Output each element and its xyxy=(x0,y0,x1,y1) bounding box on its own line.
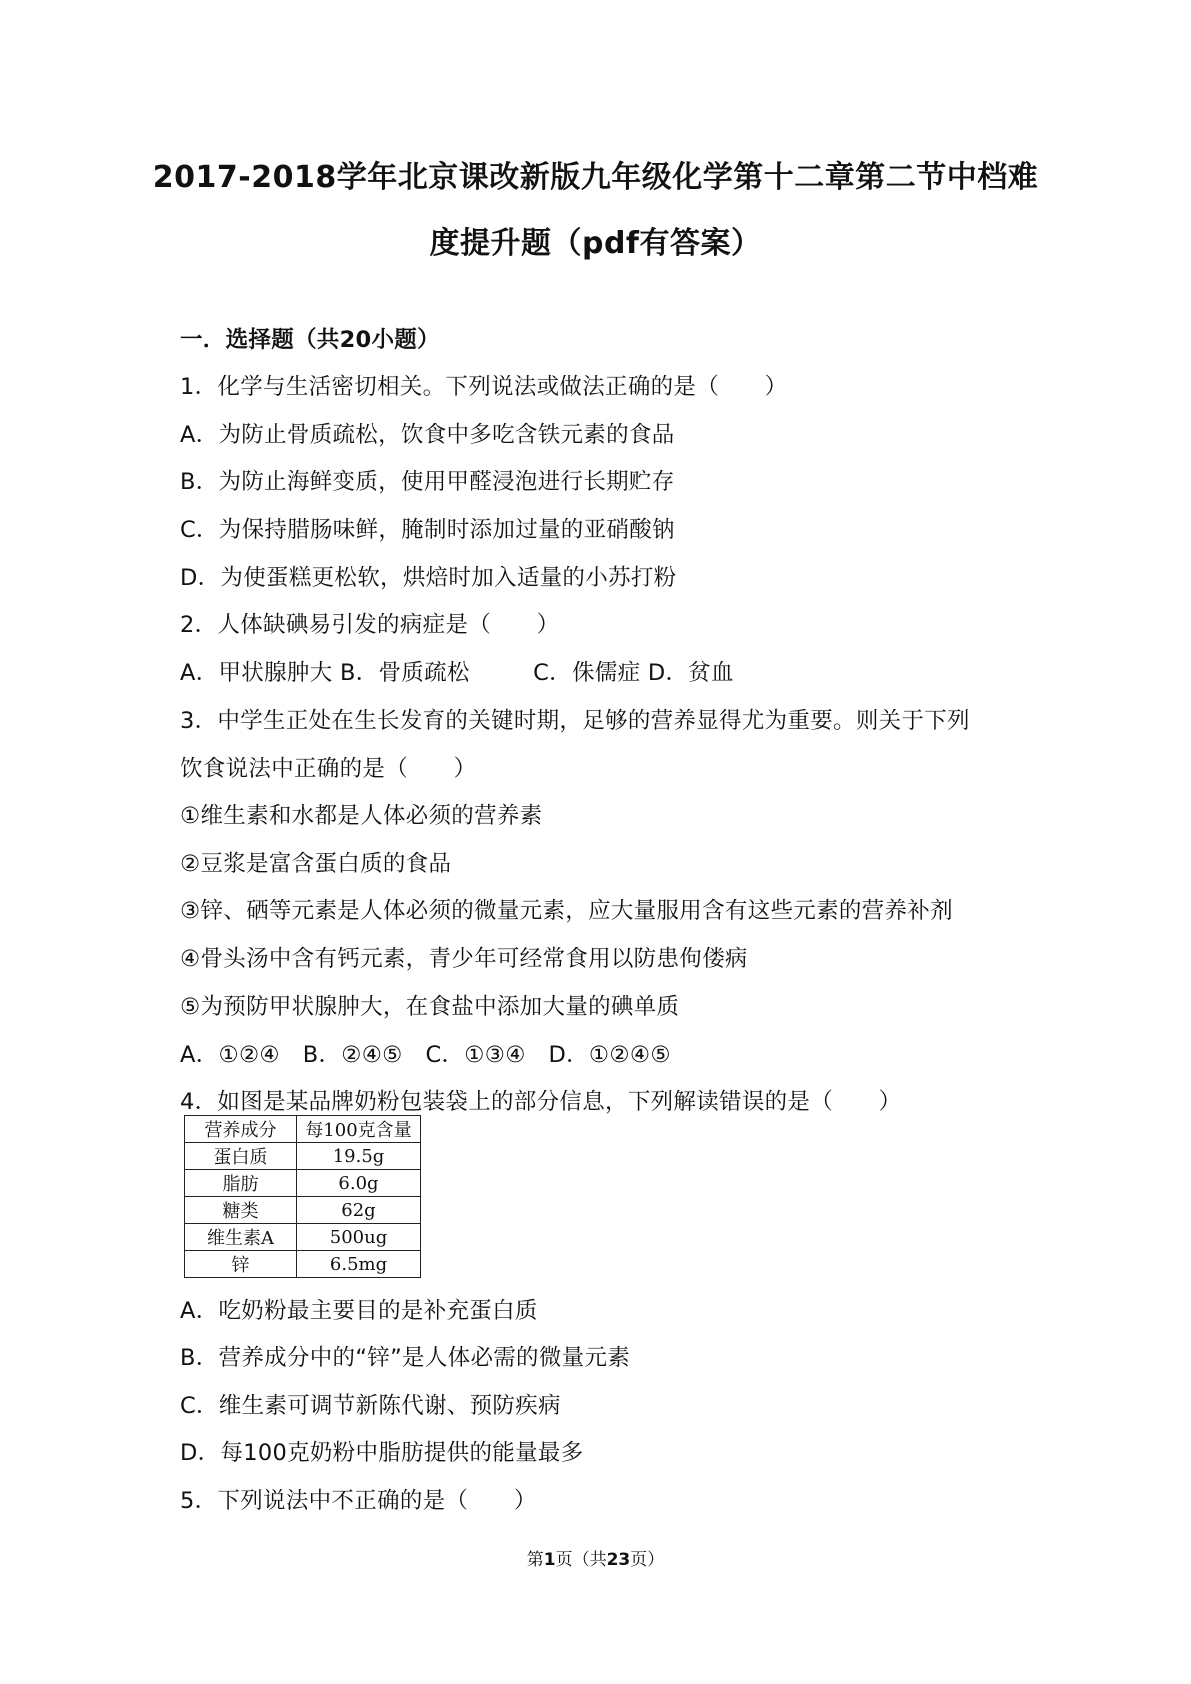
table-row xyxy=(185,1197,421,1224)
table-row xyxy=(185,1251,421,1278)
table-cell: 6.5mg xyxy=(297,1251,421,1278)
table-cell: 维生素A xyxy=(185,1224,297,1251)
table-row xyxy=(185,1143,421,1170)
table-header-row xyxy=(185,1116,421,1143)
question-3-stem-line-2: 饮食说法中正确的是（ ） xyxy=(180,756,477,782)
question-2-option-d: D．贫血 xyxy=(647,660,734,686)
table-header-cell: 营养成分 xyxy=(185,1116,297,1143)
page-total: 23 xyxy=(606,1550,631,1570)
table-header-cell: 每100克含量 xyxy=(297,1116,421,1143)
nutrition-table xyxy=(184,1115,421,1278)
page-footer xyxy=(0,1545,1191,1570)
table-cell: 糖类 xyxy=(185,1197,297,1224)
question-4-option-a: A．吃奶粉最主要目的是补充蛋白质 xyxy=(180,1298,538,1324)
question-3-item-5: ⑤为预防甲状腺肿大，在食盐中添加大量的碘单质 xyxy=(180,994,680,1020)
question-1-option-c: C．为保持腊肠味鲜，腌制时添加过量的亚硝酸钠 xyxy=(180,517,675,543)
question-1-option-b: B．为防止海鲜变质，使用甲醛浸泡进行长期贮存 xyxy=(180,469,675,495)
question-1-option-a: A．为防止骨质疏松，饮食中多吃含铁元素的食品 xyxy=(180,422,675,448)
question-2-option-c: C．侏儒症 xyxy=(533,660,641,686)
table-cell: 蛋白质 xyxy=(185,1143,297,1170)
question-3-item-3: ③锌、硒等元素是人体必须的微量元素，应大量服用含有这些元素的营养补剂 xyxy=(180,898,953,924)
question-4-option-c: C．维生素可调节新陈代谢、预防疾病 xyxy=(180,1393,561,1419)
document-title-line-1: 2017-2018学年北京课改新版九年级化学第十二章第二节中档难 xyxy=(152,160,1039,195)
question-1-option-d: D．为使蛋糕更松软，烘焙时加入适量的小苏打粉 xyxy=(180,565,677,591)
question-3-options: A．①②④ B．②④⑤ C．①③④ D．①②④⑤ xyxy=(180,1042,671,1068)
question-2-option-b: B．骨质疏松 xyxy=(339,660,470,686)
question-2-stem: 2．人体缺碘易引发的病症是（ ） xyxy=(180,612,560,638)
table-cell: 脂肪 xyxy=(185,1170,297,1197)
question-2-options xyxy=(180,658,734,688)
table-row xyxy=(185,1224,421,1251)
page-number: 1 xyxy=(543,1550,556,1570)
footer-middle: 页（共 xyxy=(555,1550,607,1570)
question-5-stem: 5．下列说法中不正确的是（ ） xyxy=(180,1488,537,1514)
question-1-stem: 1．化学与生活密切相关。下列说法或做法正确的是（ ） xyxy=(180,374,788,400)
question-4-option-b: B．营养成分中的“锌”是人体必需的微量元素 xyxy=(180,1345,631,1371)
section-heading: 一．选择题（共20小题） xyxy=(180,327,440,353)
question-4-option-d: D．每100克奶粉中脂肪提供的能量最多 xyxy=(180,1440,584,1466)
question-3-item-4: ④骨头汤中含有钙元素，青少年可经常食用以防患佝偻病 xyxy=(180,946,748,972)
question-3-item-1: ①维生素和水都是人体必须的营养素 xyxy=(180,803,543,829)
table-cell: 锌 xyxy=(185,1251,297,1278)
question-2-option-a: A．甲状腺肿大 xyxy=(180,660,333,686)
table-row xyxy=(185,1170,421,1197)
table-cell: 19.5g xyxy=(297,1143,421,1170)
question-3-item-2: ②豆浆是富含蛋白质的食品 xyxy=(180,851,452,877)
table-cell: 62g xyxy=(297,1197,421,1224)
footer-suffix: 页） xyxy=(630,1550,665,1570)
question-3-stem-line-1: 3．中学生正处在生长发育的关键时期，足够的营养显得尤为重要。则关于下列 xyxy=(180,708,970,734)
footer-prefix: 第 xyxy=(526,1550,544,1570)
document-title-line-2: 度提升题（pdf有答案） xyxy=(429,226,762,261)
table-cell: 6.0g xyxy=(297,1170,421,1197)
question-4-stem: 4．如图是某品牌奶粉包装袋上的部分信息，下列解读错误的是（ ） xyxy=(180,1089,902,1115)
table-cell: 500ug xyxy=(297,1224,421,1251)
